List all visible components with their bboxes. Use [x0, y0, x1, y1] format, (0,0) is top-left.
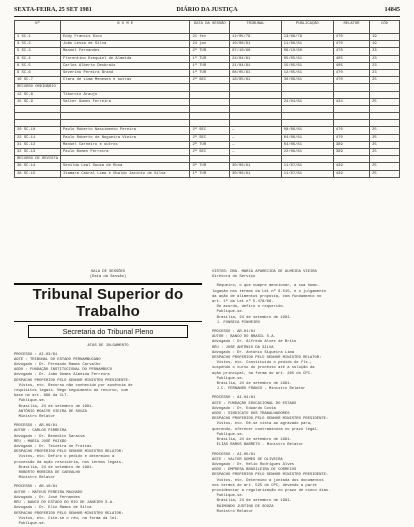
table-cell: [370, 120, 400, 127]
table-cell: [230, 98, 282, 105]
table-cell: [370, 84, 400, 91]
table-cell: 24/04/81: [281, 98, 333, 105]
table-row: [15, 120, 400, 127]
table-cell: [61, 113, 190, 120]
table-cell: Paulo Roberto de Nogueira Vieira: [61, 134, 190, 141]
table-cell: [281, 156, 333, 163]
header-journal: DIÁRIO DA JUSTIÇA: [176, 6, 238, 13]
page-header: [14, 6, 400, 16]
table-cell: 23: [370, 48, 400, 55]
table-cell: [333, 91, 369, 98]
table-cell: 6 SC-4: [15, 55, 61, 62]
table-cell: [370, 156, 400, 163]
table-cell: 2ª TUR: [190, 141, 230, 148]
table-cell: [333, 120, 369, 127]
left-paragraph: PROCESSO : AI-03/81 AGTE : TRIBUNAL DO ESTADO PERNAMBUCANO Advogado : Dr. Fernando Ramos Carvalho AGDO : FUNDAÇÃO INSTITUCIONAL DO PERNAMBUCO Advogado : Dr. João Gomes Almeida Ferreira DESPACHO PROFERIDO PELO SENHOR MINISTRO PRESIDENTE: Vistos, etc. Recurso não conhecido por ausência de requisitos legais. Nego seguimento ao recurso, com base no art. 896 da CLT. Publique-se. Brasília, 24 de setembro de 1981. ANTÔNIO MOACYR VIEIRA DE SOUZA Ministro Relator: [14, 352, 133, 420]
table-cell: 23: [370, 62, 400, 69]
table-cell: 2ª SEC: [190, 134, 230, 141]
table-cell: [333, 113, 369, 120]
table-cell: 08/05/81: [230, 69, 282, 76]
table-row: [15, 98, 400, 105]
table-cell: [281, 113, 333, 120]
table-cell: [15, 120, 61, 127]
table-cell: 470: [333, 127, 369, 134]
table-cell: Florentino Ezequiel de Almeida: [61, 55, 190, 62]
table-header-cell: DATA DA SESSÃO: [190, 21, 230, 34]
table-cell: [370, 91, 400, 98]
table-cell: 10/06/81: [230, 41, 282, 48]
table-cell: [230, 156, 282, 163]
session-note-2: (Data da Sessão): [89, 275, 127, 280]
table-cell: Clara de Lima Meneses e outras: [61, 77, 190, 84]
table-section-row: [15, 84, 400, 91]
table-cell: 12 SC-8: [15, 91, 61, 98]
table-cell: Itamara Cabral Lima e Ubaldo Jacinto de Silva: [61, 170, 190, 177]
left-paragraph: PROCESSO : AR-10/81 AUTOR : MATEUS PEREIRA MACHADO Advogado : Dr. José Fernandes RÉU : BANCO DO ESTADO DO RIO DE JANEIRO S.A. Advogado : Dr. Elio Ramos de Silva DESPACHO PROFERIDO PELO SENHOR MINISTRO RELATOR: Vistos, etc. Cite-se o réu, na forma da lei. Publique-se.: [14, 485, 124, 526]
session-table: [14, 20, 400, 178]
table-cell: 1ª TUR: [190, 62, 230, 69]
left-paragraph: PROCESSO : AR-09/81 AUTOR : CARLOS FERREIRA Advogado : Dr. Benedito Saraiva RÉU : MARIA JOSÉ PAIXÃO Advogado : Dr. Teixeira de Freitas DESPACHO PROFERIDO PELO SENHOR MINISTRO RELATOR: Vistos, etc. Defiro o pedido e determino a processão da ação rescisória, nos termos legais. Brasília, 24 de setembro de 1981. ROBERTO MOREIRA DE CARVALHO Ministro Relator: [14, 424, 124, 481]
table-row: [15, 77, 400, 84]
court-banner-title: Tribunal Superior do Trabalho: [14, 283, 202, 322]
table-cell: [281, 105, 333, 112]
table-cell: [190, 113, 230, 120]
table-cell: 470: [333, 134, 369, 141]
header-date: SEXTA-FEIRA, 25 SET 1981: [14, 6, 92, 13]
table-cell: [190, 120, 230, 127]
table-cell: 20 SC-10: [15, 127, 61, 134]
table-cell: 15/05/81: [281, 62, 333, 69]
table-cell: 04/06/81: [281, 134, 333, 141]
table-row: [15, 55, 400, 62]
table-cell: 1ª TUR: [190, 69, 230, 76]
table-cell: 19: [370, 41, 400, 48]
table-cell: —: [230, 149, 282, 156]
table-cell: 23: [370, 69, 400, 76]
table-cell: 30/06/81: [230, 163, 282, 170]
table-cell: [230, 84, 282, 91]
table-cell: 25: [370, 141, 400, 148]
table-cell: 439: [333, 163, 369, 170]
table-cell: 3ª TUR: [190, 163, 230, 170]
table-cell: 405: [333, 62, 369, 69]
table-cell: 22/06/81: [281, 149, 333, 156]
session-note-1: SALA DE SESSÕES: [90, 270, 126, 274]
table-cell: 470: [333, 69, 369, 76]
table-cell: [281, 91, 333, 98]
table-cell: 11/07/81: [281, 170, 333, 177]
table-cell: 15 SC-9: [15, 98, 61, 105]
table-cell: [281, 120, 333, 127]
table-cell: [370, 113, 400, 120]
table-cell: —: [230, 127, 282, 134]
right-paragraph: VISTOS: DRA. MARIA APARECIDA DE ALMEIDA VIEIRA Diretora do Serviço: [212, 270, 317, 280]
table-section-label: RECURSO DE REVISTA: [15, 156, 61, 163]
table-row: [15, 48, 400, 55]
table-cell: [190, 105, 230, 112]
table-header-cell: N O M E: [61, 21, 190, 34]
table-cell: [281, 84, 333, 91]
table-cell: 11/07/81: [281, 163, 333, 170]
table-row: [15, 91, 400, 98]
table-row: [15, 34, 400, 41]
table-row: [15, 62, 400, 69]
right-paragraph: PROCESSO : AR-01/81 AUTOR : BANCO DO BRASIL S.A. Advogado : Dr. Alfredo Alves de Brito RÉU : JOSÉ ANTÔNIO DA SILVA Advogado : Dr. Antônio Siqueira Lima DESPACHO PROFERIDO PELO SENHOR MINISTRO RELATOR: Vistos, etc. Constituído o pedido de fls., suspendo o curso do processo até a solução da ação principal, na forma do art. 265 do CPC. Publique-se. Brasília, 24 de setembro de 1981. J.C. FERNANDO FRANCO - Ministro Relator: [212, 330, 322, 392]
table-cell: [61, 156, 190, 163]
table-cell: 10 SC-7: [15, 77, 61, 84]
table-header-cell: Nº: [15, 21, 61, 34]
table-cell: 12/05/79: [230, 34, 282, 41]
table-cell: 25: [370, 98, 400, 105]
table-cell: [333, 105, 369, 112]
table-cell: 9 SC-6: [15, 69, 61, 76]
table-cell: 32 SC-13: [15, 149, 61, 156]
table-cell: 389: [333, 149, 369, 156]
table-cell: 389: [333, 141, 369, 148]
table-cell: 25: [370, 170, 400, 177]
table-cell: 12/05/81: [281, 69, 333, 76]
table-cell: 1ª TUR: [190, 170, 230, 177]
table-cell: Valter Gomes Ferreira: [61, 98, 190, 105]
table-header-row: [15, 21, 400, 34]
table-cell: [15, 113, 61, 120]
table-cell: 25: [370, 134, 400, 141]
right-column: [212, 270, 400, 515]
table-cell: 24 jan: [190, 41, 230, 48]
table-cell: 470: [333, 77, 369, 84]
table-row: [15, 163, 400, 170]
table-cell: [190, 91, 230, 98]
table-cell: 439: [333, 170, 369, 177]
table-header-cell: PUBLICAÇÃO: [281, 21, 333, 34]
table-cell: [333, 84, 369, 91]
table-cell: [190, 84, 230, 91]
table-cell: 30/06/81: [281, 77, 333, 84]
table-cell: 21 fev: [190, 34, 230, 41]
table-row: [15, 127, 400, 134]
table-cell: 09/10/80: [281, 48, 333, 55]
right-paragraph: PROCESSO : AI-05/81 AGTE : VALTER GOMES DE OLIVEIRA Advogado : Dr. Hélio Rodrigues Alves AGDO : EMPRESA BRASILEIRA DE CORREIOS DESPACHO PROFERIDO PELO SENHOR MINISTRO PRESIDENTE: Vistos, etc. Determino a juntada dos documentos nos termos do art. 525 do CPC, devendo a parte providenciar a regularização no prazo de cinco dias. Publique-se. Brasília, 24 de setembro de 1981. RAIMUNDO JUSTINO DE SOUZA Ministro Relator: [212, 452, 331, 514]
table-cell: [230, 91, 282, 98]
table-cell: 11/06/81: [281, 41, 333, 48]
table-cell: 25: [370, 149, 400, 156]
table-cell: 13/06/79: [281, 34, 333, 41]
table-cell: 2ª TUR: [190, 48, 230, 55]
table-row: [15, 149, 400, 156]
table-cell: João Lessa de Silva: [61, 41, 190, 48]
table-row: [15, 170, 400, 177]
table-cell: Eddy Francis Sico: [61, 34, 190, 41]
table-cell: Carlos Alberto Desbrais: [61, 62, 190, 69]
table-row: [15, 69, 400, 76]
table-row: [15, 141, 400, 148]
table-header-cell: TRIBUNAL: [230, 21, 282, 34]
table-body: [15, 34, 400, 178]
table-cell: 25: [370, 127, 400, 134]
court-banner-subtitle: Secretaria do Tribunal Pleno: [28, 325, 188, 338]
table-cell: 470: [333, 34, 369, 41]
table-cell: 08/06/81: [281, 127, 333, 134]
table-cell: [333, 156, 369, 163]
section-heading: ATAS DE JULGAMENTO: [87, 344, 129, 349]
table-section-label: RECURSO ORDINÁRIO: [15, 84, 61, 91]
table-cell: 5 SC-3: [15, 48, 61, 55]
table-cell: [15, 105, 61, 112]
table-cell: 470: [333, 41, 369, 48]
header-rule: [14, 16, 400, 17]
table-cell: 2ª SEC: [190, 127, 230, 134]
table-cell: [230, 113, 282, 120]
table-cell: [61, 120, 190, 127]
table-cell: —: [230, 134, 282, 141]
table-cell: 2ª SEC: [190, 149, 230, 156]
table-cell: 31 SC-12: [15, 141, 61, 148]
table-cell: 8 SC-5: [15, 62, 61, 69]
table-cell: [190, 156, 230, 163]
right-paragraph: Requeiro, o que cumpre mencionar, a sua homo- logação nos termos da Lei nº 6.515, e o julgamento da ação de alimentos proposta, com fundamento no art. 1ª da Lei nº 5.478/68. De acordo, defiro o requerido. Publique-se. Brasília, 24 de setembro de 1981. J. FONSECA PINHEIRO: [212, 284, 326, 325]
table-cell: 25: [370, 163, 400, 170]
table-cell: 36 SC-14: [15, 163, 61, 170]
table-cell: 470: [333, 48, 369, 55]
right-paragraph: PROCESSO : AI-04/81 AGTE : FUNDAÇÃO EDUCACIONAL DO ESTADO Advogado : Dr. Eduardo Costa AGDO : SINDICATO DOS TRABALHADORES DESPACHO PROFERIDO PELO SENHOR MINISTRO PRESIDENTE: Vistos, etc. Dê-se vista ao agravado para, querendo, oferecer contraminuta no prazo legal. Publique-se. Brasília, 24 de setembro de 1981. ELÍAS RAMOS BARRETO - Ministro Relator: [212, 396, 329, 448]
table-header-cell: RELATOR: [333, 21, 369, 34]
table-cell: 2ª SEC: [190, 77, 230, 84]
table-cell: Manoel Carneiro e outros: [61, 141, 190, 148]
table-cell: 3 SC-2: [15, 41, 61, 48]
table-cell: Paulo Roberto Nascimento Pereira: [61, 127, 190, 134]
table-cell: Severino Pereira Brand: [61, 69, 190, 76]
table-cell: 22 SC-11: [15, 134, 61, 141]
table-row: [15, 41, 400, 48]
table-cell: —: [230, 141, 282, 148]
table-cell: Paulo Bomes Ferreira: [61, 149, 190, 156]
table-row: [15, 134, 400, 141]
table-row: [15, 113, 400, 120]
table-cell: [370, 105, 400, 112]
table-cell: 25: [370, 77, 400, 84]
table-cell: 1 SC-1: [15, 34, 61, 41]
table-cell: 04/06/81: [281, 141, 333, 148]
table-row: [15, 105, 400, 112]
table-cell: 18/05/81: [230, 77, 282, 84]
table-cell: 434: [333, 98, 369, 105]
left-column: [14, 270, 202, 527]
table-cell: 19: [370, 34, 400, 41]
table-cell: Manoel Fernandes: [61, 48, 190, 55]
table-cell: 07/10/80: [230, 48, 282, 55]
table-header-cell: CÓD: [370, 21, 400, 34]
table-cell: 405: [333, 55, 369, 62]
table-cell: Tiburcio Araujo: [61, 91, 190, 98]
header-page-number: 14845: [384, 6, 400, 13]
table-cell: [230, 105, 282, 112]
table-cell: Genilda Leal Souza de Rosa: [61, 163, 190, 170]
table-cell: [230, 120, 282, 127]
table-section-row: [15, 156, 400, 163]
table-cell: 30/06/81: [230, 170, 282, 177]
table-cell: [61, 105, 190, 112]
table-cell: 21/04/81: [230, 62, 282, 69]
table-cell: 23: [370, 55, 400, 62]
table-cell: [190, 98, 230, 105]
table-cell: [61, 84, 190, 91]
table-cell: 05/05/81: [281, 55, 333, 62]
table-cell: 24/04/81: [230, 55, 282, 62]
table-cell: 38 SC-15: [15, 170, 61, 177]
table-cell: 1ª TUR: [190, 55, 230, 62]
